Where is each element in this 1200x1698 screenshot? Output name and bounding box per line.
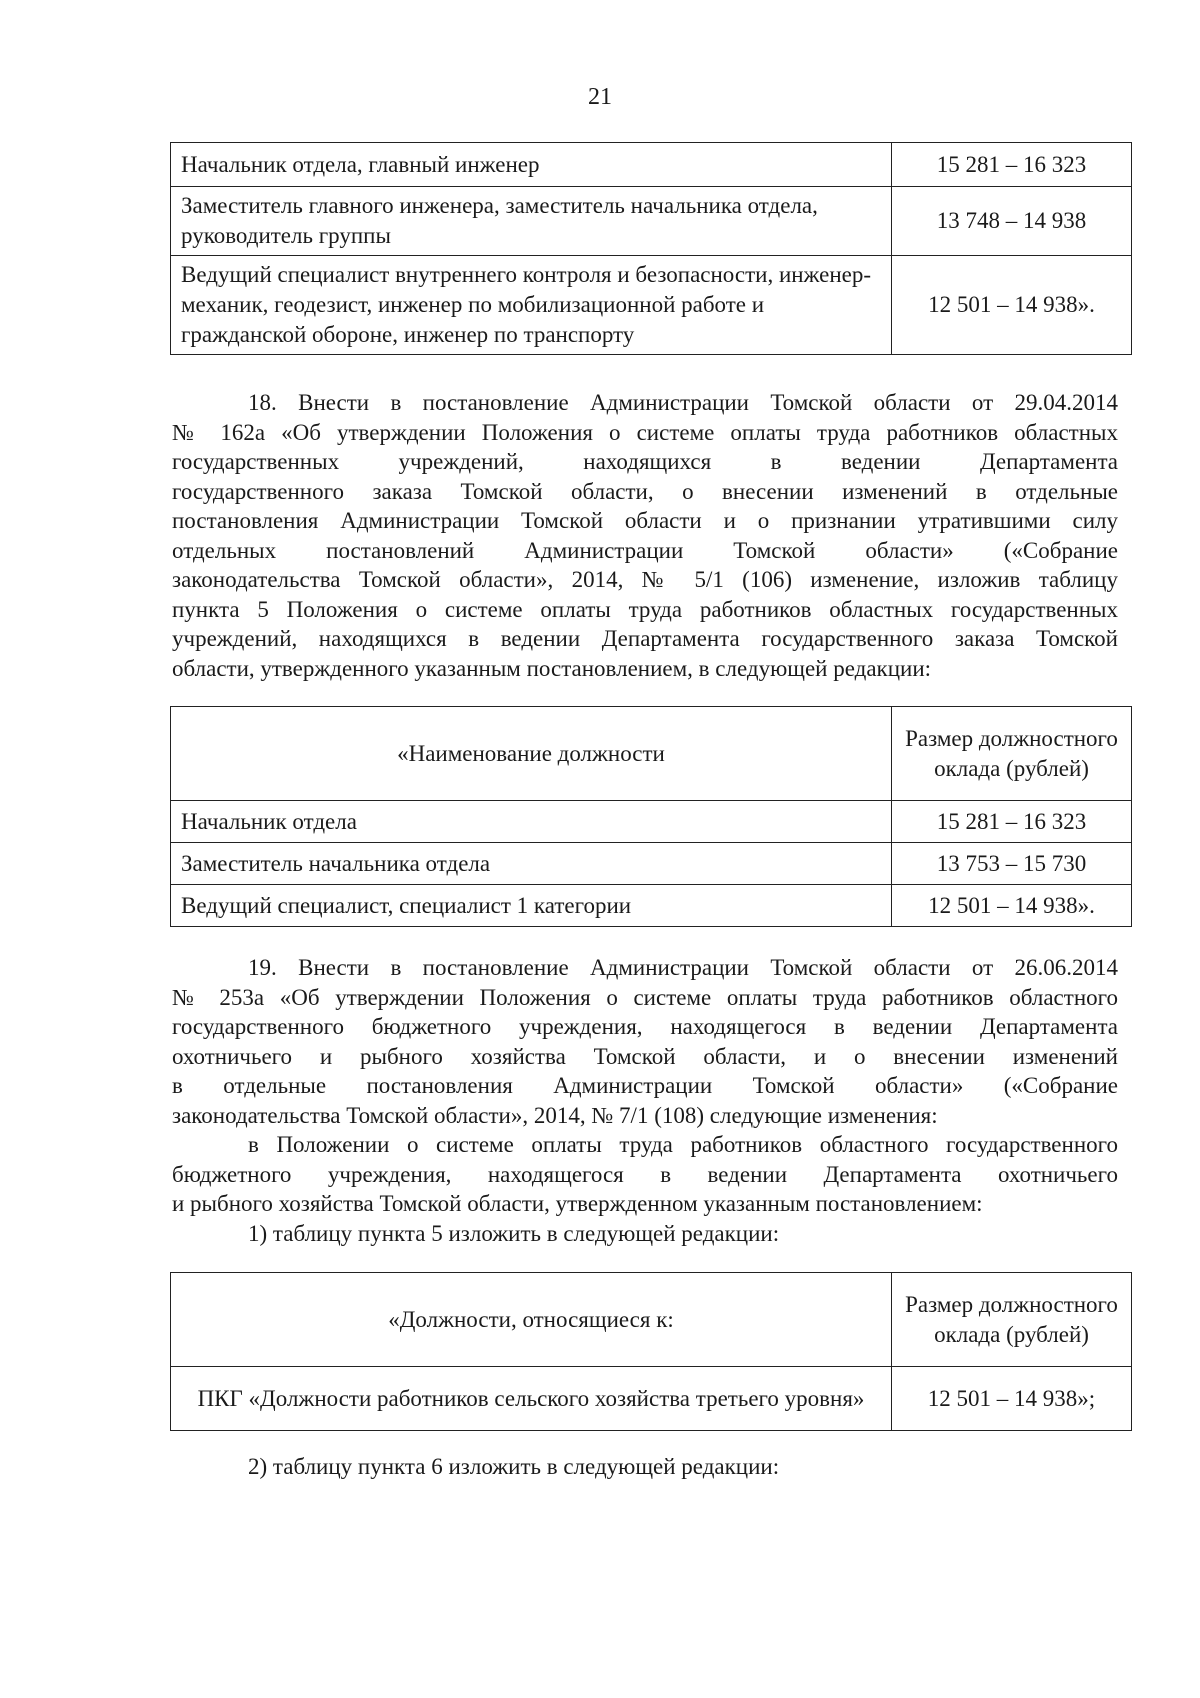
table-row (171, 143, 1132, 187)
position-name-cell: Ведущий специалист внутреннего контроля и безопасности, инженер-механик, геодезист, инженер по мобилизационной работе и гражданской обороне, инженер по транспорту (171, 256, 892, 355)
position-name-cell: Ведущий специалист, специалист 1 категории (171, 885, 892, 927)
paragraph-19 (172, 953, 1118, 1130)
text-line: постановления Администрации Томской области и о признании утратившими силу (172, 508, 1118, 533)
text-line: и рыбного хозяйства Томской области, утвержденном указанным постановлением: (172, 1191, 983, 1216)
text-line: пункта 5 Положения о системе оплаты труда работников областных государственных (172, 596, 1118, 622)
text-line: в отдельные постановления Администрации Томской области» («Собрание (172, 1073, 1118, 1098)
header-position-cell: «Должности, относящиеся к: (171, 1273, 892, 1367)
salary-range-cell: 12 501 – 14 938». (892, 885, 1132, 927)
position-name-cell: Начальник отдела (171, 801, 892, 843)
salary-range-cell: 12 501 – 14 938»; (892, 1367, 1132, 1431)
table-header-row (171, 707, 1132, 801)
text-line: 18. Внести в постановление Администрации Томской области от 29.04.2014 (248, 390, 1118, 415)
salary-range-cell: 13 748 – 14 938 (892, 187, 1132, 256)
text-line: в Положении о системе оплаты труда работников областного государственного (248, 1132, 1118, 1157)
header-salary-cell: Размер должностного оклада (рублей) (892, 707, 1132, 801)
text-line: учреждений, находящихся в ведении Департамента государственного заказа Томской (172, 626, 1118, 651)
header-position-cell: «Наименование должности (171, 707, 892, 801)
table-header-row (171, 1273, 1132, 1367)
text-line: 19. Внести в постановление Администрации Томской области от 26.06.2014 (248, 955, 1118, 980)
table-row (171, 1367, 1132, 1431)
salary-table-agriculture (170, 1272, 1132, 1431)
text-line: законодательства Томской области», 2014, № 7/1 (108) следующие изменения: (172, 1102, 938, 1128)
salary-range-cell: 13 753 – 15 730 (892, 843, 1132, 885)
header-salary-cell: Размер должностного оклада (рублей) (892, 1273, 1132, 1367)
table-row (171, 187, 1132, 256)
position-name-cell: Начальник отдела, главный инженер (171, 143, 892, 187)
table-row (171, 256, 1132, 355)
paragraph-19-regulation (172, 1130, 1118, 1219)
text-line: государственного заказа Томской области, о внесении изменений в отдельные (172, 478, 1118, 504)
position-name-cell: ПКГ «Должности работников сельского хозяйства третьего уровня» (171, 1367, 892, 1431)
item-1-text: 1) таблицу пункта 5 изложить в следующей редакции: (248, 1221, 780, 1246)
paragraph-18 (172, 388, 1118, 683)
text-line: № 162а «Об утверждении Положения о системе оплаты труда работников областных (172, 419, 1118, 445)
text-line: законодательства Томской области», 2014, № 5/1 (106) изменение, изложив таблицу (172, 567, 1118, 592)
salary-range-cell: 12 501 – 14 938». (892, 256, 1132, 355)
text-line: бюджетного учреждения, находящегося в ведении Департамента охотничьего (172, 1161, 1118, 1187)
text-line: области, утвержденного указанным постановлением, в следующей редакции: (172, 655, 932, 681)
salary-range-cell: 15 281 – 16 323 (892, 801, 1132, 843)
text-line: государственного бюджетного учреждения, находящегося в ведении Департамента (172, 1014, 1118, 1039)
text-line: отдельных постановлений Администрации Томской области» («Собрание (172, 537, 1118, 563)
position-name-cell: Заместитель главного инженера, заместитель начальника отдела, руководитель группы (171, 187, 892, 256)
position-name-cell: Заместитель начальника отдела (171, 843, 892, 885)
text-line: охотничьего и рыбного хозяйства Томской области, и о внесении изменений (172, 1043, 1118, 1069)
item-2-text: 2) таблицу пункта 6 изложить в следующей редакции: (248, 1454, 780, 1479)
table-row (171, 885, 1132, 927)
salary-table-procurement (170, 706, 1132, 927)
table-row (171, 843, 1132, 885)
salary-table-engineering (170, 142, 1132, 355)
page-number: 21 (588, 84, 612, 110)
text-line: государственных учреждений, находящихся в ведении Департамента (172, 449, 1118, 474)
text-line: № 253а «Об утверждении Положения о системе оплаты труда работников областного (172, 984, 1118, 1010)
table-row (171, 801, 1132, 843)
salary-range-cell: 15 281 – 16 323 (892, 143, 1132, 187)
